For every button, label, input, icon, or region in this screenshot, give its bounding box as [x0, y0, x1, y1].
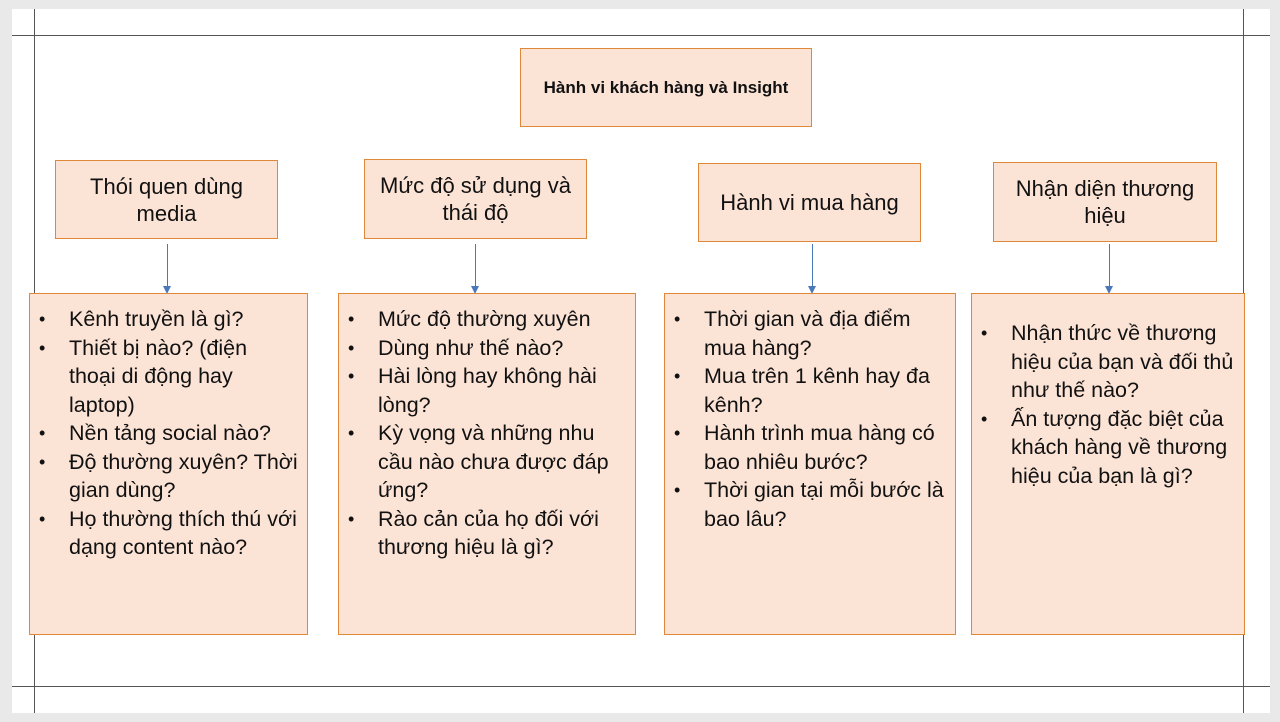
list-item: • Mua trên 1 kênh hay đa kênh? [704, 362, 947, 419]
list-media-habits [29, 293, 308, 635]
list-item: • Kỳ vọng và những nhu cầu nào chưa được đáp ứng? [378, 419, 627, 505]
list-item: • Thời gian tại mỗi bước là bao lâu? [704, 476, 947, 533]
list-item: • Mức độ thường xuyên [378, 305, 627, 334]
list-item: • Thời gian và địa điểm mua hàng? [704, 305, 947, 362]
list-item: • Kênh truyền là gì? [69, 305, 299, 334]
guide-line-top [12, 35, 1270, 36]
arrow-purchase-behavior [808, 244, 817, 294]
guide-line-bottom [12, 686, 1270, 687]
list-usage-attitude [338, 293, 636, 635]
list-item: • Độ thường xuyên? Thời gian dùng? [69, 448, 299, 505]
list-item: • Nền tảng social nào? [69, 419, 299, 448]
list-item: • Thiết bị nào? (điện thoại di động hay laptop) [69, 334, 299, 420]
list-item: • Ấn tượng đặc biệt của khách hàng về thương hiệu của bạn là gì? [1011, 405, 1236, 491]
arrow-media-habits [163, 244, 172, 294]
list-item: • Nhận thức về thương hiệu của bạn và đối thủ như thế nào? [1011, 319, 1236, 405]
list-brand-recognition [971, 293, 1245, 635]
heading-usage-attitude: Mức độ sử dụng và thái độ [364, 159, 587, 239]
list-item: • Rào cản của họ đối với thương hiệu là gì? [378, 505, 627, 562]
list-item: • Hành trình mua hàng có bao nhiêu bước? [704, 419, 947, 476]
arrow-usage-attitude [471, 244, 480, 294]
heading-purchase-behavior: Hành vi mua hàng [698, 163, 921, 242]
list-item: • Họ thường thích thú với dạng content nào? [69, 505, 299, 562]
list-purchase-behavior [664, 293, 956, 635]
diagram-title: Hành vi khách hàng và Insight [520, 48, 812, 127]
arrow-brand-recognition [1105, 244, 1114, 294]
heading-media-habits: Thói quen dùng media [55, 160, 278, 239]
list-item: • Hài lòng hay không hài lòng? [378, 362, 627, 419]
heading-brand-recognition: Nhận diện thương hiệu [993, 162, 1217, 242]
list-item: • Dùng như thế nào? [378, 334, 627, 363]
